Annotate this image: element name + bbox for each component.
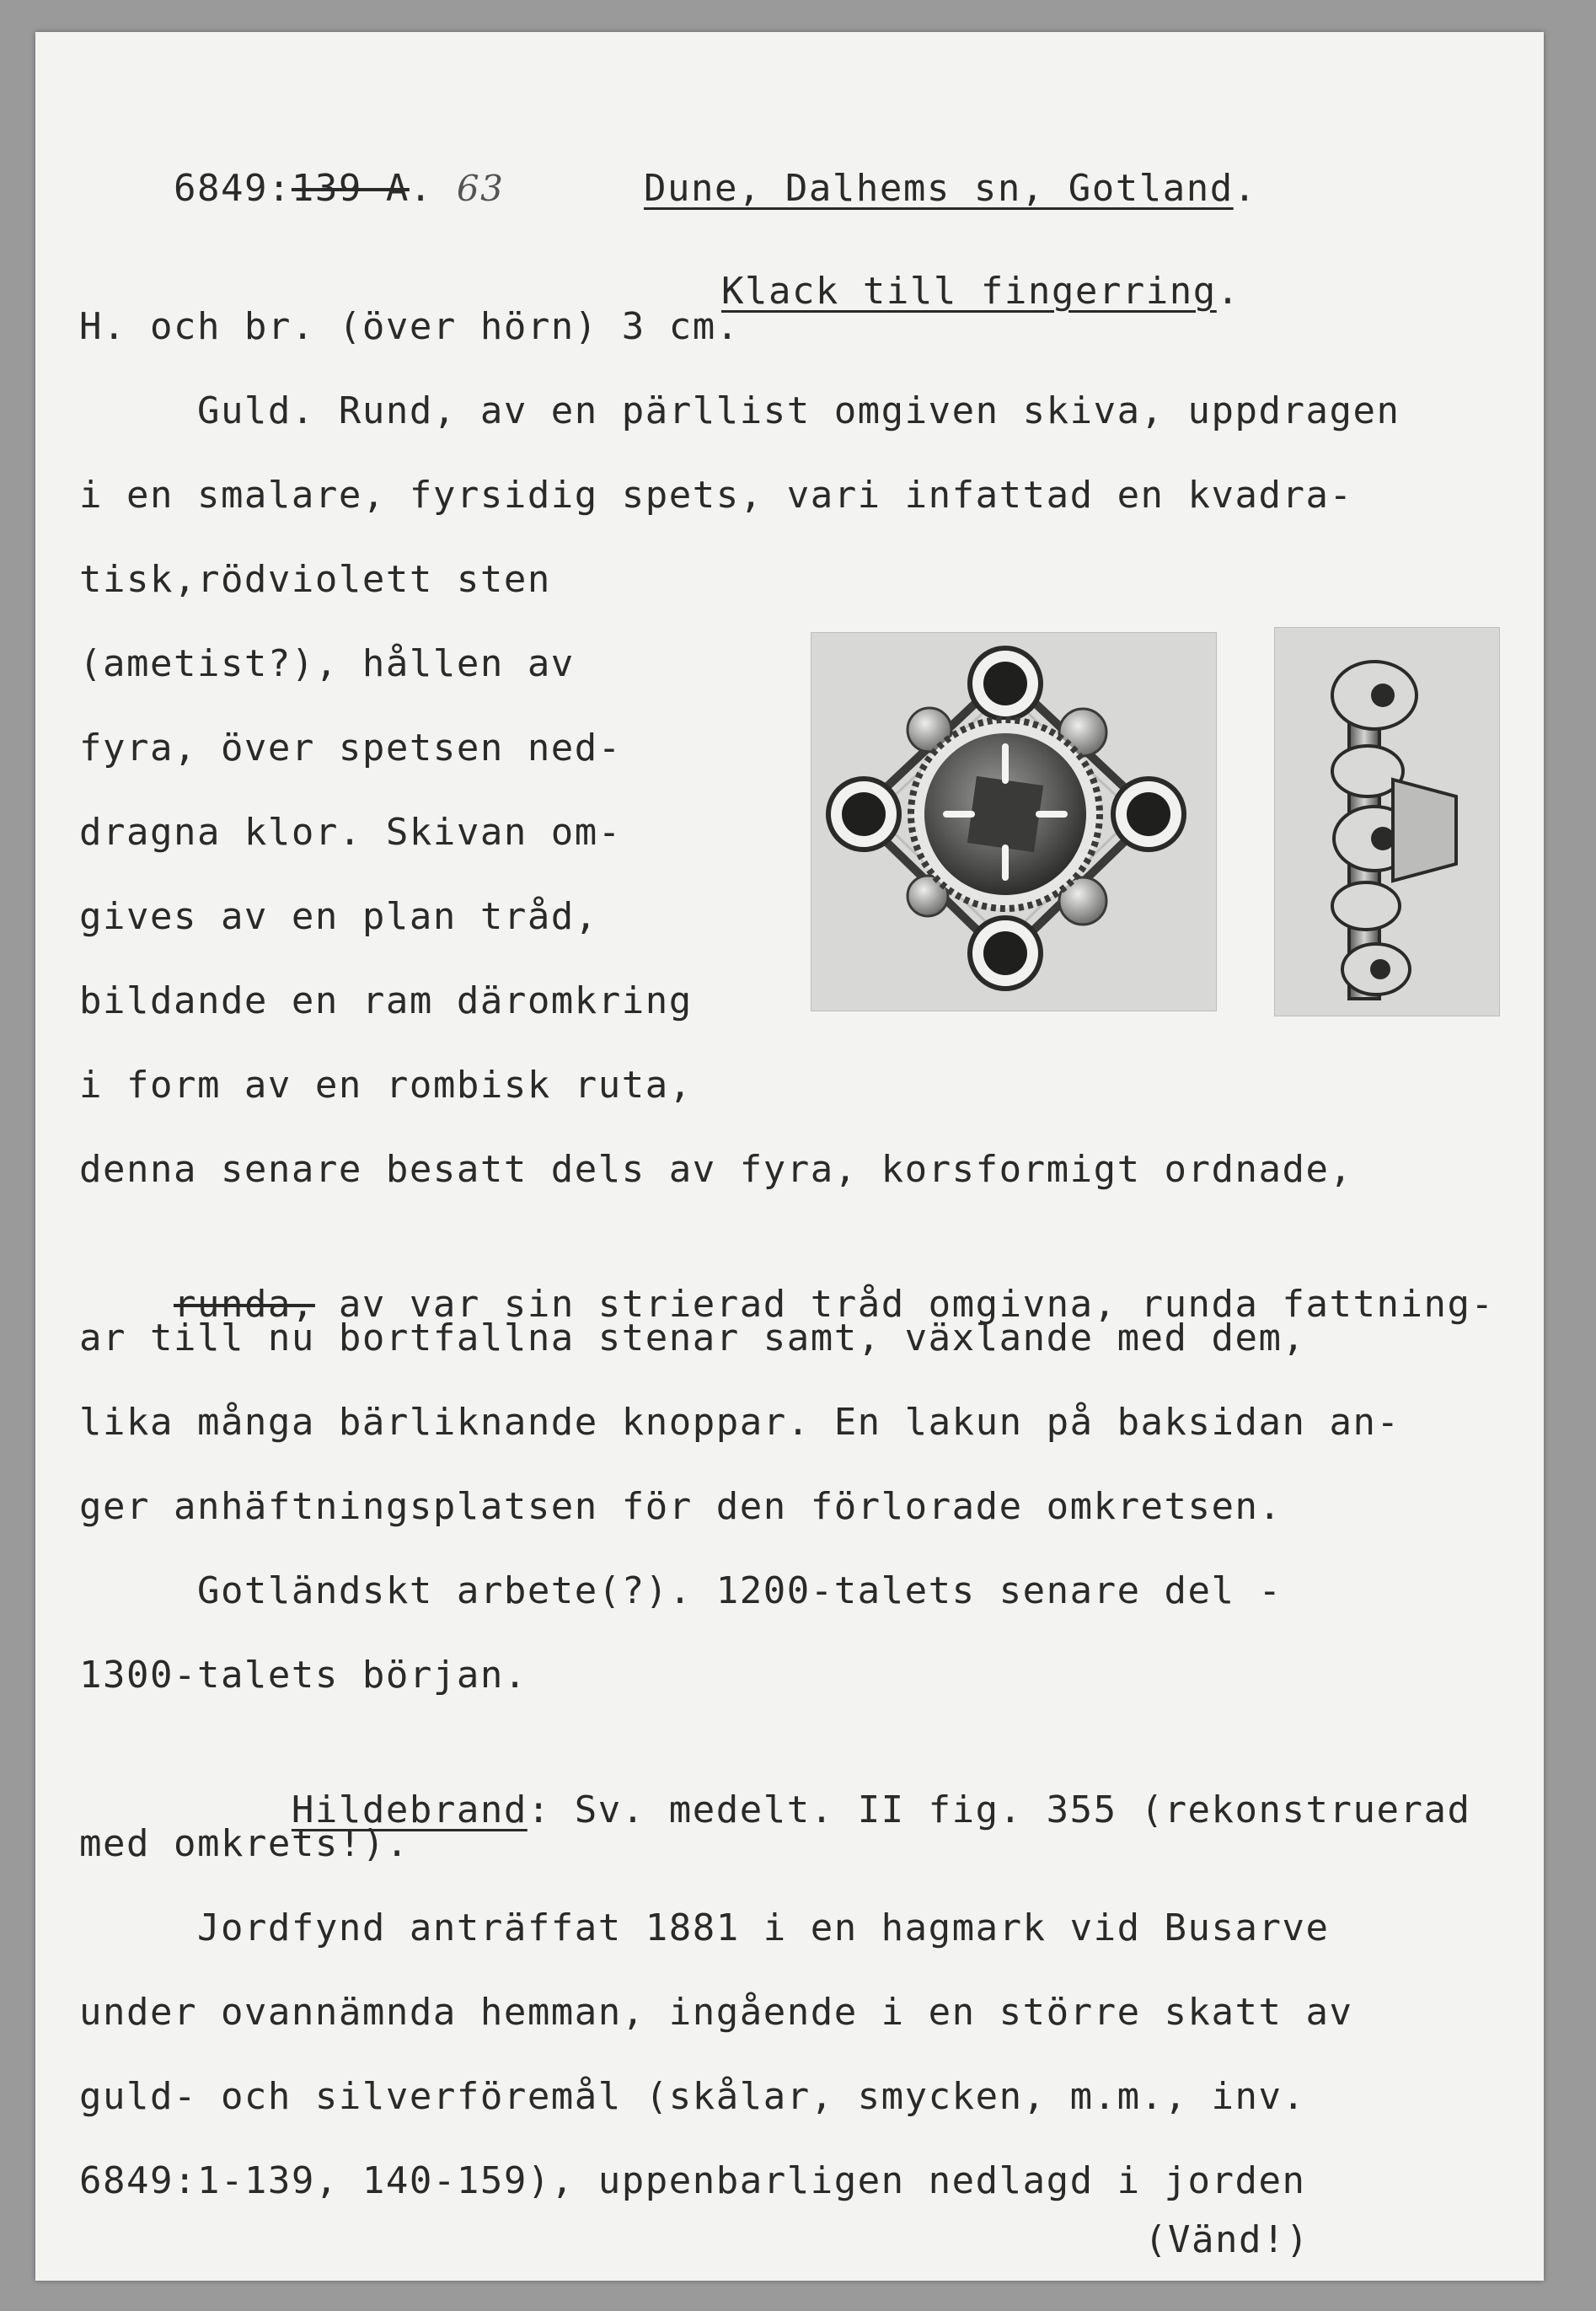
location-end: . [1233, 167, 1257, 210]
ring-front-image [811, 633, 1216, 1011]
inv-after: . [409, 167, 457, 210]
body-line-6: dragna klor. Skivan om- [79, 811, 622, 854]
inv-handwritten: 63 [456, 168, 505, 209]
struck-word: runda, [173, 1283, 315, 1326]
body-line-18: med omkrets!). [79, 1822, 410, 1865]
title-text: Klack till fingerring [720, 270, 1217, 313]
body-line-8: bildande en ram däromkring [79, 979, 693, 1022]
title-end: . [1216, 270, 1240, 313]
body-line-21: guld- och silverföremål (skålar, smycken, m.m., inv. [79, 2075, 1306, 2118]
body-line-19: Jordfynd anträffat 1881 i en hagmark vid Busarve [79, 1906, 1330, 1949]
body-line-1: Guld. Rund, av en pärllist omgiven skiva, uppdragen [79, 389, 1401, 432]
reference-author: Hildebrand [291, 1788, 528, 1831]
body-line-4: (ametist?), hållen av [79, 642, 575, 685]
body-line-16: 1300-talets början. [79, 1654, 528, 1697]
catalog-card [35, 32, 1544, 2281]
ring-side-image [1275, 628, 1499, 1016]
body-line-13: lika många bärliknande knoppar. En lakun på baksidan an- [79, 1401, 1401, 1444]
body-line-11-text: av var sin strierad tråd omgivna, runda fattning- [314, 1283, 1495, 1326]
body-line-22: 6849:1-139, 140-159), uppenbarligen nedlagd i jorden [79, 2159, 1306, 2202]
turn-over-note: (Vänd!) [1144, 2218, 1309, 2261]
ring-front-photo [811, 632, 1217, 1011]
location-text: Dune, Dalhems sn, Gotland [643, 167, 1234, 210]
inv-prefix: 6849: [173, 167, 292, 210]
body-line-20: under ovannämnda hemman, ingående i en större skatt av [79, 1991, 1353, 2034]
body-line-7: gives av en plan tråd, [79, 895, 598, 938]
body-line-10: denna senare besatt dels av fyra, korsformigt ordnade, [79, 1148, 1353, 1191]
body-line-2: i en smalare, fyrsidig spets, vari infattad en kvadra- [79, 474, 1353, 517]
dimensions: H. och br. (över hörn) 3 cm. [79, 305, 740, 348]
body-line-3: tisk,rödviolett sten [79, 558, 551, 601]
body-line-15: Gotländskt arbete(?). 1200-talets senare del - [79, 1569, 1283, 1612]
body-line-9: i form av en rombisk ruta, [79, 1064, 693, 1107]
body-line-14: ger anhäftningsplatsen för den förlorade omkretsen. [79, 1485, 1283, 1528]
body-line-12: ar till nu bortfallna stenar samt, växlande med dem, [79, 1316, 1306, 1359]
reference-text: : Sv. medelt. II fig. 355 (rekonstruerad [527, 1788, 1471, 1831]
inv-struck: 139 A [291, 167, 410, 210]
ring-side-photo [1274, 627, 1500, 1016]
body-line-5: fyra, över spetsen ned- [79, 727, 622, 769]
inventory-number [79, 113, 504, 265]
